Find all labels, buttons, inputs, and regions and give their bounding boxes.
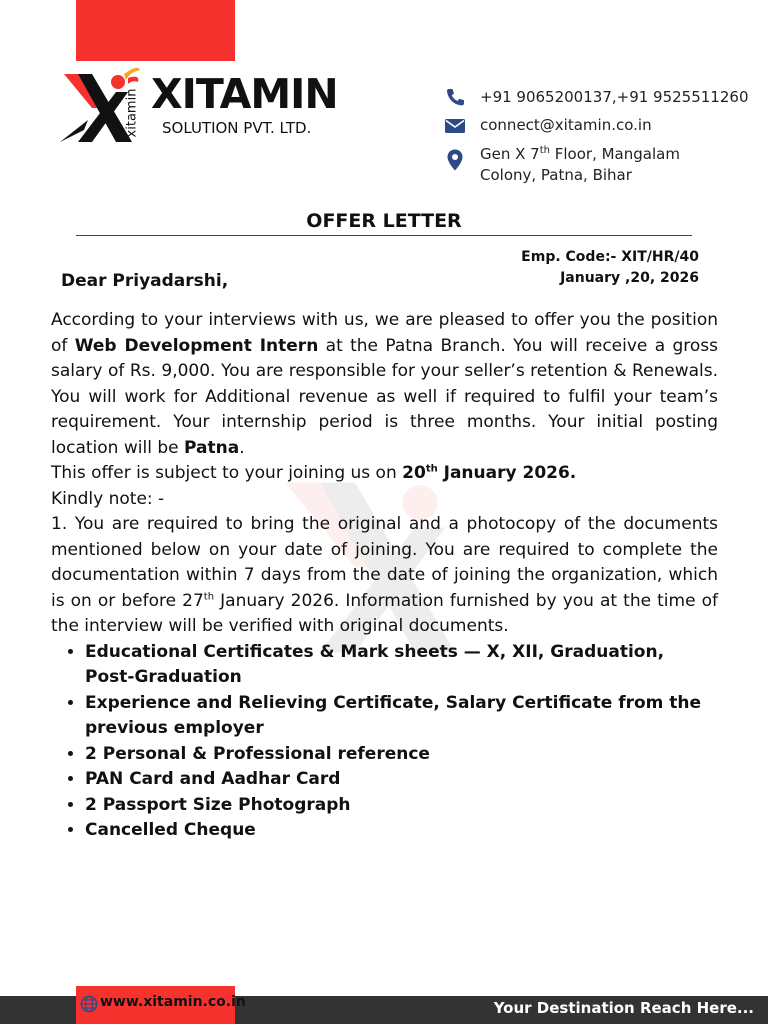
joining-condition: This offer is subject to your joining us on 20th January 2026. — [51, 463, 577, 483]
brand-subtitle: SOLUTION PVT. LTD. — [162, 119, 312, 137]
address-text: Gen X 7th Floor, Mangalam Colony, Patna, Bihar — [480, 145, 680, 184]
required-documents-list — [51, 640, 718, 844]
documentation-paragraph: 1. You are required to bring the original and a photocopy of the documents mentioned below on your date of joining. You are required to complete the documentation within 7 days from the date of joining the organization, which is on or before 27th January 2026. Information furnished by you at the time of the interview will be verified with original documents. — [51, 514, 719, 636]
brand-name: XITAMIN — [151, 70, 338, 118]
website-link[interactable]: www.xitamin.co.in — [100, 994, 246, 1010]
employee-code: Emp. Code:- XIT/HR/40 — [521, 249, 699, 265]
location-pin-icon — [443, 148, 467, 172]
envelope-icon — [443, 114, 467, 138]
phone-icon — [443, 86, 467, 110]
list-item: • 2 Passport Size Photograph — [85, 793, 718, 819]
posting-location: Patna — [184, 437, 240, 458]
logo-vertical-wordmark: xitamin — [124, 88, 140, 138]
joining-date: 20th January 2026. — [402, 463, 577, 483]
letter-body — [51, 308, 718, 844]
page-title: OFFER LETTER — [306, 210, 462, 232]
greeting: Dear Priyadarshi, — [61, 271, 229, 291]
email-address: connect@xitamin.co.in — [480, 116, 652, 134]
kindly-note: Kindly note: - — [51, 488, 165, 509]
footer-tagline: Your Destination Reach Here... — [493, 999, 754, 1017]
position-title: Web Development Intern — [74, 335, 319, 356]
list-item: • PAN Card and Aadhar Card — [85, 767, 718, 793]
offer-paragraph: According to your interviews with us, we are pleased to offer you the position of Web Development Intern at the Patna Branch. You will receive a gross salary of Rs. 9,000. You are responsible for your seller’s retention & Renewals. You will work for Additional revenue as well if required to fulfil your team’s requirement. Your internship period is three months. Your initial posting location will be Patna. — [51, 310, 719, 458]
list-item: • Cancelled Cheque — [85, 818, 718, 844]
globe-icon — [80, 995, 98, 1013]
letter-date: January ,20, 2026 — [560, 270, 699, 286]
header-accent-band — [76, 0, 235, 61]
phone-numbers: +91 9065200137,+91 9525511260 — [480, 88, 749, 106]
list-item: • Experience and Relieving Certificate, Salary Certificate from the previous employer — [85, 691, 718, 742]
title-divider — [76, 235, 692, 236]
list-item: • Educational Certificates & Mark sheets — X, XII, Graduation, Post-Graduation — [85, 640, 718, 691]
list-item: • 2 Personal & Professional reference — [85, 742, 718, 768]
